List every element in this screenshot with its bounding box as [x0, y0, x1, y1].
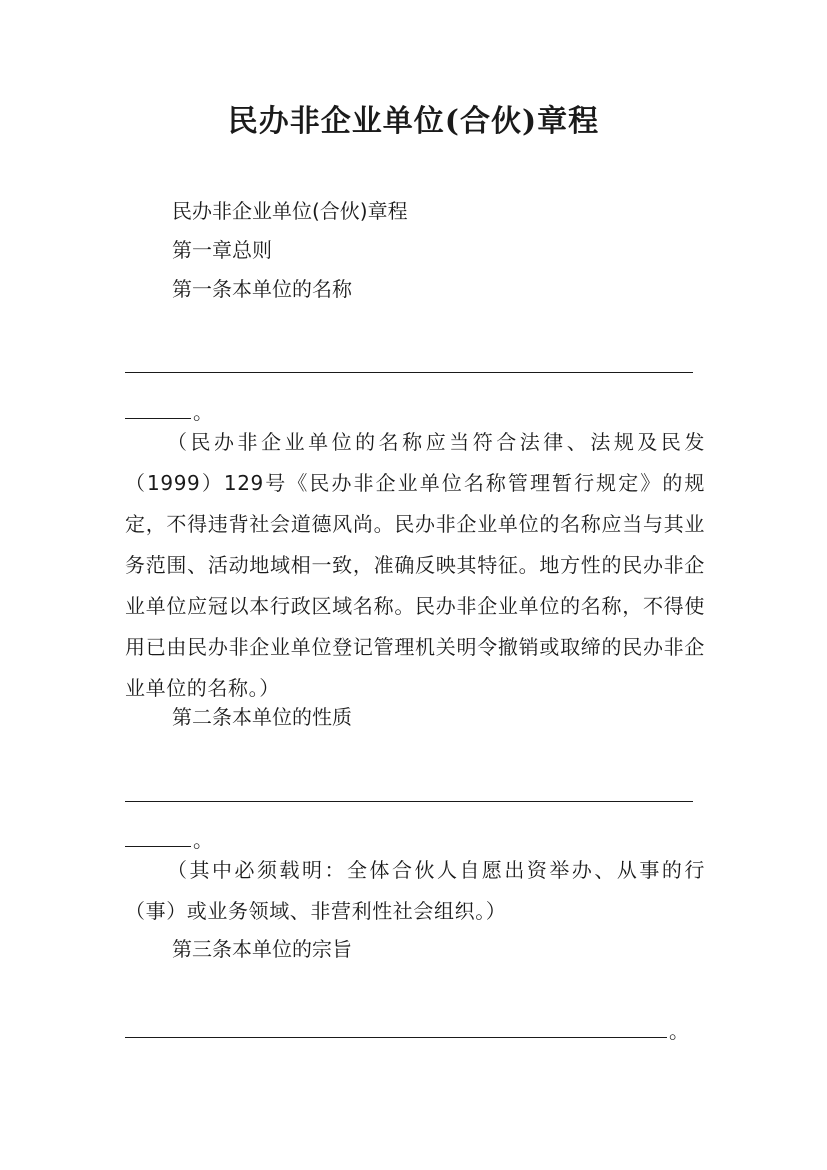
chapter-heading: 第一章总则 [172, 238, 272, 262]
article-2-blank-line [125, 801, 693, 802]
article-3-blank-tail [125, 1011, 689, 1051]
article-1-period: 。 [193, 400, 213, 424]
article-1-note: （民办非企业单位的名称应当符合法律、法规及民发（1999）129号《民办非企业单位名称管理暂行规定》的规定，不得违背社会道德风尚。民办非企业单位的名称应当与其业务范围、活动地域相一致，准确反映其特征。地方性的民办非企业单位应冠以本行政区域名称。民办非企业单位的名称，不得使用已由民办非企业单位登记管理机关明令撤销或取缔的民办非企业单位的名称。） [125, 430, 705, 700]
article-2-blank-tail-line [125, 830, 191, 847]
subtitle-line: 民办非企业单位(合伙)章程 [172, 199, 408, 223]
article-2-heading: 第二条本单位的性质 [172, 705, 352, 729]
article-3-period: 。 [669, 1019, 689, 1043]
article-2-note: （其中必须载明：全体合伙人自愿出资举办、从事的行（事）或业务领域、非营利性社会组织。） [125, 858, 705, 923]
article-3-blank-line [125, 1021, 667, 1038]
article-1-blank-line [125, 372, 693, 373]
article-1-heading: 第一条本单位的名称 [172, 277, 352, 301]
article-1-blank-tail-line [125, 402, 191, 419]
article-2-period: 。 [193, 828, 213, 852]
document-title: 民办非企业单位(合伙)章程 [227, 104, 600, 139]
article-3-heading: 第三条本单位的宗旨 [172, 937, 352, 961]
